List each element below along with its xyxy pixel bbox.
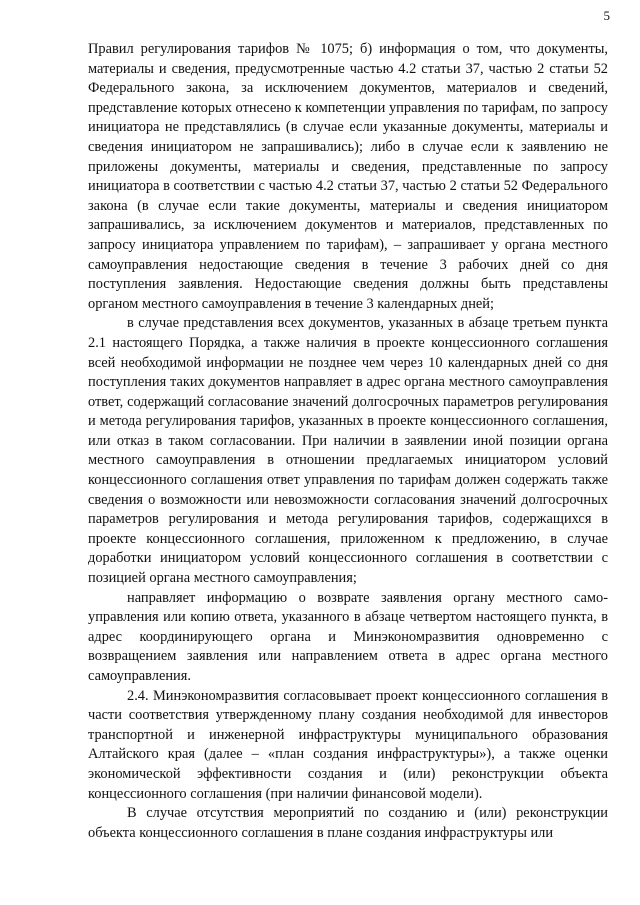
paragraph-documents-approval: в случае представления всех документов, указанных в абзаце третьем пункта 2.1 настоящего Порядка, а также наличия в проекте концессионного соглашения всей необходимой информации не позднее чем через 10 календарных дней со дня поступления таких документов направляет в адрес органа местного самоуправления ответ, содержащий согласование значений долгосрочных параметров регулирования и метода регулирования тарифов, указанных в проекте концессионного соглашения, или отказ в таком согласовании. При наличии в заявлении иной позиции органа местного самоуправления в отношении предлагаемых инициатором условий концессионного соглашения ответ управления по тарифам должен содержать также сведения о возможности или невозможности согласования значений долгосрочных параметров регулирования и метода регулирования тарифов, содержащихся в проекте концессионного соглашения, приложенном к предложению, в случае доработки инициатором условий концессионного соглашения в соответствии с позицией органа местного самоуправления; — [88, 315, 608, 587]
document-body — [88, 40, 608, 843]
page-number: 5 — [603, 8, 610, 23]
paragraph-absence-case: В случае отсутствия мероприятий по созданию и (или) реконструкции объекта концессионного соглашения в плане создания инфраструктуры или — [88, 805, 608, 841]
paragraph-return-notice: направляет информацию о возврате заявления органу местного самоуправления или копию ответа, указанного в абзаце четвертом настоящего пункта, в адрес координирующего органа и Минэкономразвития одновременно с возвращением заявления или направлением ответа в адрес органа местного самоуправления. — [88, 589, 608, 684]
paragraph-clause-2-4: 2.4. Минэкономразвития согласовывает проект концессионного соглашения в части соответствия утвержденному плану создания необходимой для инвесторов транспортной и инженерной инфраструктуры муниципального образования Алтайского края (далее – «план создания инфраструктуры»), а также оценки экономической эффективности создания и (или) реконструкции объекта концессионного соглашения (при наличии финансовой модели). — [88, 687, 608, 802]
paragraph-continuation: Правил регулирования тарифов № 1075; б) информация о том, что документы, материалы и сведения, предусмотренные частью 4.2 статьи 37, частью 2 статьи 52 Федерального закона, за исключением документов, материалов и сведений, представление которых отнесено к компетенции управления по тарифам, по запросу инициатора не представлялись (в случае если указанные документы, материалы и сведения инициатором не запрашивались); либо в случае если к заявлению не приложены документы, материалы и сведения, представленные по запросу инициатора в соответствии с частью 4.2 статьи 37, частью 2 статьи 52 Федерального закона (в случае если такие документы, материалы и сведения инициатором запрашивались, за исключением документов и материалов, представленных по запросу инициатора управлением по тарифам), – запрашивает у органа местного самоуправления недостающие сведения в течение 3 рабочих дней со дня поступления заявления. Недостающие сведения должны быть представлены органом местного самоуправления в течение 3 календарных дней; — [88, 41, 608, 312]
